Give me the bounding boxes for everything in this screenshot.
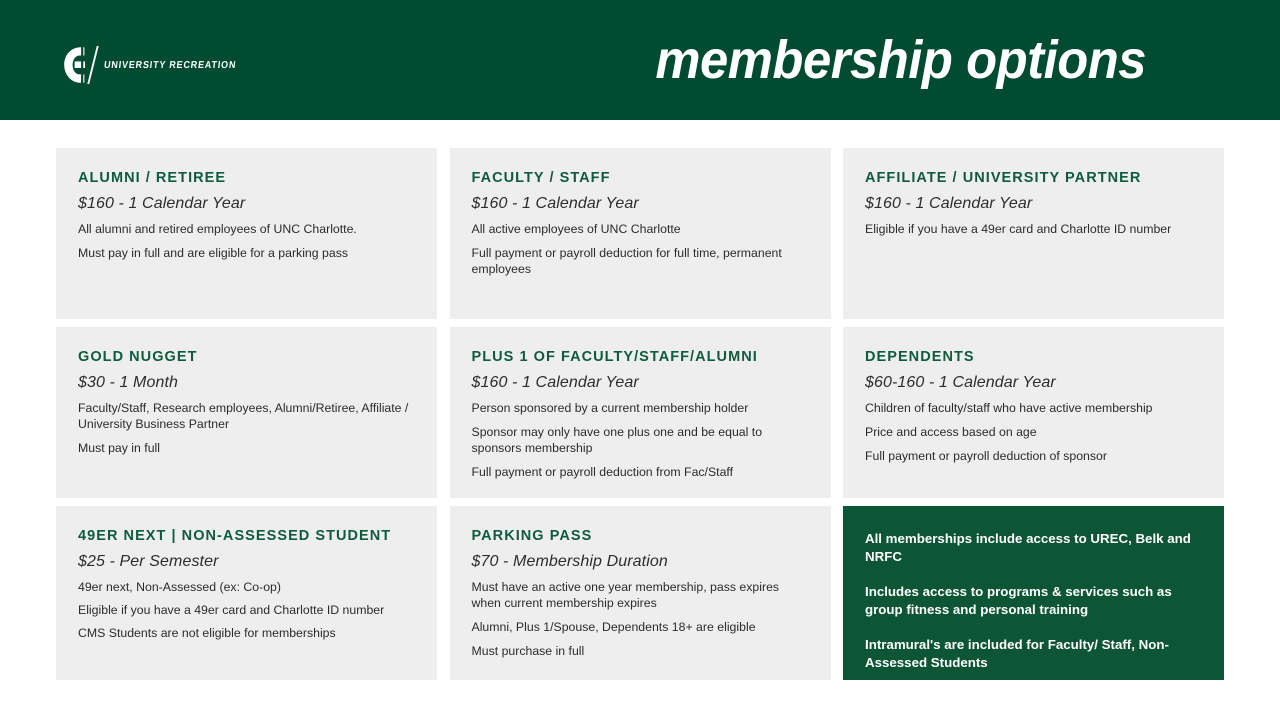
card-price: $160 - 1 Calendar Year: [78, 194, 246, 212]
card-bullet: Must pay in full and are eligible for a parking pass: [78, 245, 348, 260]
card-bullet: Must pay in full: [78, 440, 161, 455]
card-bullet-list: [472, 221, 807, 278]
brand-wordmark: UNIVERSITY RECREATION: [103, 59, 237, 71]
card-bullet: All active employees of UNC Charlotte: [471, 221, 681, 236]
card-price: $160 - 1 Calendar Year: [471, 373, 639, 391]
card-bullet-list: [78, 400, 413, 457]
card-bullet-list: [472, 400, 807, 481]
card-title: 49ER NEXT | NON-ASSESSED STUDENT: [78, 528, 392, 544]
accent-card-line: Includes access to programs & services such as group fitness and personal training: [865, 584, 1172, 617]
card-title: GOLD NUGGET: [78, 349, 198, 365]
card-bullet: Sponsor may only have one plus one and be equal to sponsors membership: [471, 424, 763, 455]
card-price: $60-160 - 1 Calendar Year: [865, 373, 1056, 391]
card-bullet: 49er next, Non-Assessed (ex: Co-op): [78, 579, 281, 594]
card-bullet-list: [865, 400, 1200, 465]
membership-cards-grid: [56, 148, 1224, 680]
card-bullet: Full payment or payroll deduction of sponsor: [865, 448, 1107, 463]
membership-card-parking-pass: [450, 506, 831, 680]
slash-divider-icon: [87, 46, 98, 84]
card-price: $25 - Per Semester: [78, 552, 219, 570]
card-bullet: Must have an active one year membership, pass expires when current membership expires: [471, 579, 780, 610]
header-bar: [0, 0, 1280, 120]
charlotte-c-logo-icon: [62, 46, 86, 84]
card-bullet-list: [472, 579, 807, 660]
card-title: AFFILIATE / UNIVERSITY PARTNER: [865, 170, 1142, 186]
accent-card-line: All memberships include access to UREC, Belk and NRFC: [865, 531, 1191, 564]
card-bullet-list: [78, 579, 413, 642]
card-bullet: Person sponsored by a current membership holder: [471, 400, 749, 415]
membership-card-faculty-staff: [450, 148, 831, 319]
card-bullet: Alumni, Plus 1/Spouse, Dependents 18+ are eligible: [471, 619, 756, 634]
card-title: PARKING PASS: [471, 528, 593, 544]
card-title: DEPENDENTS: [865, 349, 975, 365]
card-bullet: Full payment or payroll deduction for full time, permanent employees: [471, 245, 782, 276]
card-bullet: Children of faculty/staff who have active membership: [865, 400, 1153, 415]
card-bullet-list: [78, 221, 413, 261]
card-bullet: CMS Students are not eligible for memberships: [78, 625, 336, 640]
card-bullet: Eligible if you have a 49er card and Charlotte ID number: [865, 221, 1172, 236]
accent-card-line: Intramural's are included for Faculty/ Staff, Non-Assessed Students: [865, 637, 1169, 670]
card-bullet: Eligible if you have a 49er card and Charlotte ID number: [78, 602, 385, 617]
card-price: $30 - 1 Month: [78, 373, 179, 391]
card-bullet: Must purchase in full: [471, 644, 585, 659]
page-title: membership options: [655, 30, 1146, 90]
card-price: $70 - Membership Duration: [471, 552, 668, 570]
membership-card-49er-next-non-assessed-student: [56, 506, 437, 680]
card-price: $160 - 1 Calendar Year: [865, 194, 1033, 212]
membership-card-all-memberships-include: [843, 506, 1224, 680]
card-price: $160 - 1 Calendar Year: [471, 194, 639, 212]
card-bullet: All alumni and retired employees of UNC Charlotte.: [78, 221, 357, 236]
card-bullet: Full payment or payroll deduction from Fac/Staff: [471, 465, 734, 480]
card-title: ALUMNI / RETIREE: [78, 170, 227, 186]
card-title: FACULTY / STAFF: [471, 170, 611, 186]
membership-card-affiliate-university-partner: [843, 148, 1224, 319]
card-bullet: Price and access based on age: [865, 424, 1037, 439]
card-bullet-list: [865, 221, 1200, 237]
card-bullet: Faculty/Staff, Research employees, Alumni/Retiree, Affiliate / University Business Partner: [78, 400, 409, 431]
brand-lockup: [62, 46, 251, 84]
accent-card-list: [865, 530, 1200, 671]
membership-card-gold-nugget: [56, 327, 437, 498]
membership-card-dependents: [843, 327, 1224, 498]
membership-card-plus-1-of-faculty-staff-alumni: [450, 327, 831, 498]
card-title: PLUS 1 OF FACULTY/STAFF/ALUMNI: [471, 349, 758, 365]
membership-card-alumni-retiree: [56, 148, 437, 319]
